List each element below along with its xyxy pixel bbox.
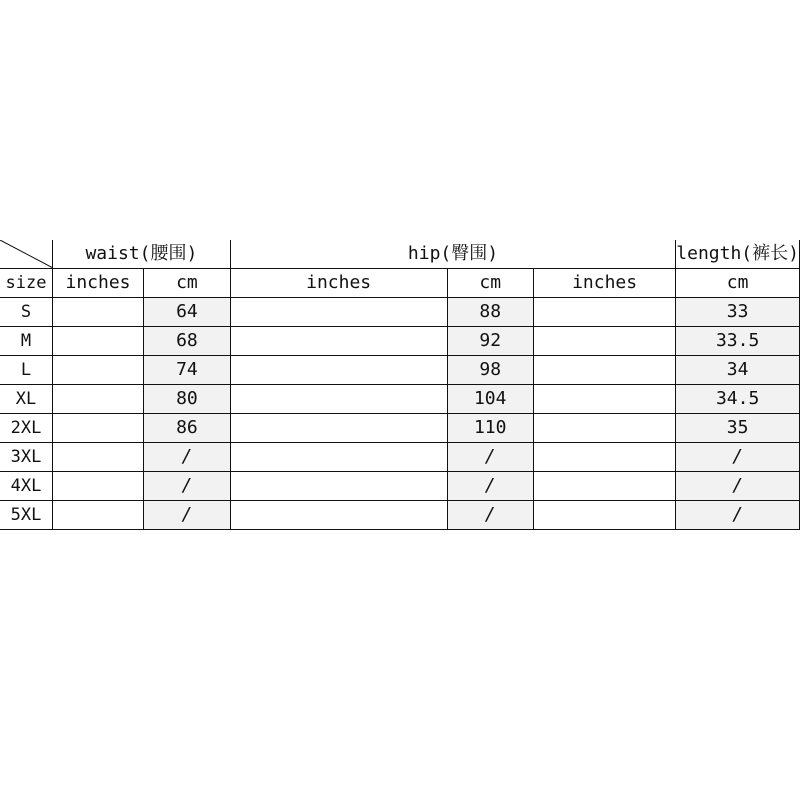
- waist-inches-cell: [52, 501, 143, 530]
- table-row: [0, 327, 800, 356]
- waist-inches-cell: [52, 385, 143, 414]
- hip-cm-cell: /: [447, 472, 533, 501]
- hip-inches-header: inches: [230, 269, 447, 298]
- length-inches-cell: [533, 472, 675, 501]
- size-cell: 3XL: [0, 443, 52, 472]
- length-cm-cell: /: [676, 472, 800, 501]
- table-row: [0, 414, 800, 443]
- length-cm-cell: 33: [676, 298, 800, 327]
- size-cell: 4XL: [0, 472, 52, 501]
- length-inches-cell: [533, 356, 675, 385]
- hip-cm-cell: 104: [447, 385, 533, 414]
- waist-inches-cell: [52, 443, 143, 472]
- hip-inches-cell: [230, 298, 447, 327]
- waist-group-header: waist(腰围): [52, 240, 230, 269]
- hip-inches-cell: [230, 443, 447, 472]
- length-inches-cell: [533, 327, 675, 356]
- waist-cm-header: cm: [144, 269, 231, 298]
- waist-inches-cell: [52, 356, 143, 385]
- size-cell: 2XL: [0, 414, 52, 443]
- length-inches-header: inches: [533, 269, 675, 298]
- size-cell: M: [0, 327, 52, 356]
- hip-inches-cell: [230, 385, 447, 414]
- table-row: [0, 356, 800, 385]
- length-inches-cell: [533, 414, 675, 443]
- waist-cm-cell: 64: [144, 298, 231, 327]
- waist-cm-cell: 80: [144, 385, 231, 414]
- length-cm-cell: /: [676, 501, 800, 530]
- corner-diagonal-cell: [0, 240, 52, 269]
- waist-inches-cell: [52, 327, 143, 356]
- diagonal-line-icon: [0, 240, 52, 268]
- hip-cm-header: cm: [447, 269, 533, 298]
- hip-cm-cell: 110: [447, 414, 533, 443]
- length-cm-cell: 34.5: [676, 385, 800, 414]
- hip-inches-cell: [230, 472, 447, 501]
- waist-cm-cell: 74: [144, 356, 231, 385]
- length-cm-cell: /: [676, 443, 800, 472]
- table-row: [0, 443, 800, 472]
- length-cm-cell: 34: [676, 356, 800, 385]
- hip-cm-cell: 98: [447, 356, 533, 385]
- hip-cm-cell: /: [447, 443, 533, 472]
- waist-inches-header: inches: [52, 269, 143, 298]
- length-cm-cell: 35: [676, 414, 800, 443]
- table-row: [0, 298, 800, 327]
- size-cell: L: [0, 356, 52, 385]
- length-group-header: length(裤长): [676, 240, 800, 269]
- group-header-row: [0, 240, 800, 269]
- size-cell: XL: [0, 385, 52, 414]
- table-row: [0, 501, 800, 530]
- size-column-header: size: [0, 269, 52, 298]
- size-cell: 5XL: [0, 501, 52, 530]
- waist-inches-cell: [52, 472, 143, 501]
- hip-cm-cell: 88: [447, 298, 533, 327]
- waist-cm-cell: /: [144, 501, 231, 530]
- hip-inches-cell: [230, 501, 447, 530]
- length-inches-cell: [533, 443, 675, 472]
- subheader-row: [0, 269, 800, 298]
- hip-inches-cell: [230, 414, 447, 443]
- waist-inches-cell: [52, 298, 143, 327]
- hip-inches-cell: [230, 327, 447, 356]
- hip-cm-cell: 92: [447, 327, 533, 356]
- waist-cm-cell: /: [144, 472, 231, 501]
- waist-inches-cell: [52, 414, 143, 443]
- size-chart-table: [0, 240, 800, 530]
- hip-inches-cell: [230, 356, 447, 385]
- length-inches-cell: [533, 298, 675, 327]
- length-inches-cell: [533, 385, 675, 414]
- table-row: [0, 472, 800, 501]
- hip-group-header: hip(臀围): [230, 240, 675, 269]
- waist-cm-cell: 68: [144, 327, 231, 356]
- waist-cm-cell: 86: [144, 414, 231, 443]
- waist-cm-cell: /: [144, 443, 231, 472]
- length-cm-header: cm: [676, 269, 800, 298]
- length-cm-cell: 33.5: [676, 327, 800, 356]
- hip-cm-cell: /: [447, 501, 533, 530]
- length-inches-cell: [533, 501, 675, 530]
- size-cell: S: [0, 298, 52, 327]
- table-row: [0, 385, 800, 414]
